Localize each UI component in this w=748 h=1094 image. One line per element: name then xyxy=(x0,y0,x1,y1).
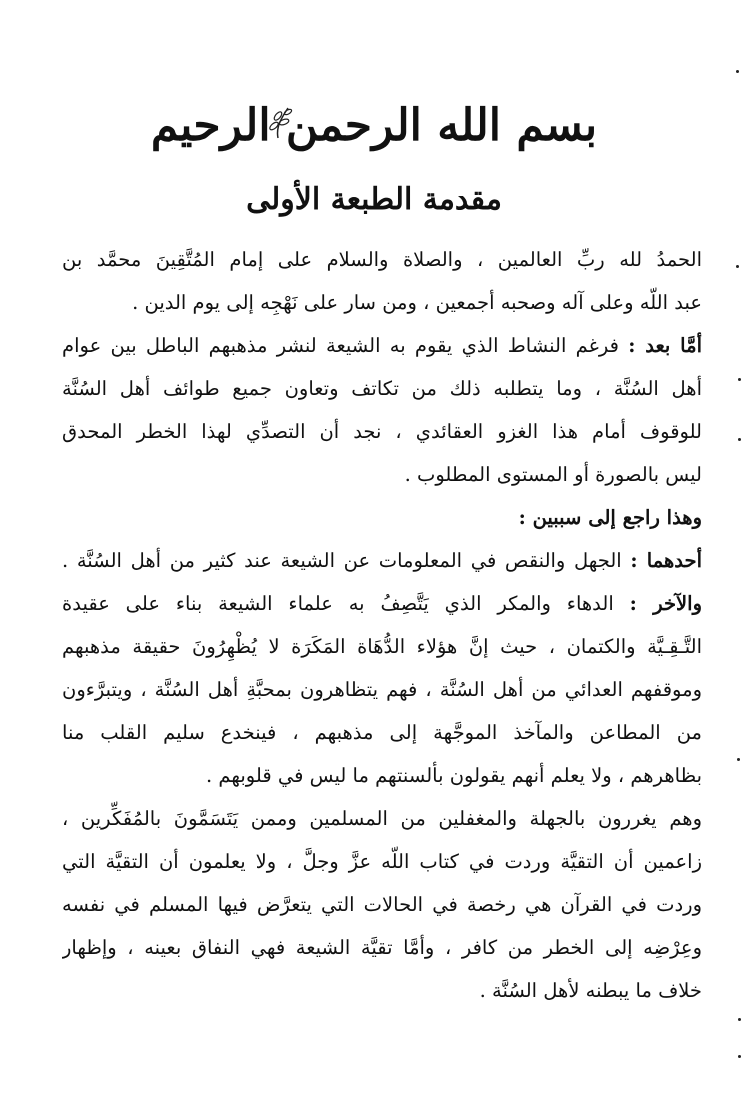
text-line xyxy=(62,582,702,625)
text-line: زاعمين أن التقيَّة وردت في كتاب اللّه عزَّ وجلَّ ، ولا يعلمون أن التقيَّة التي xyxy=(62,850,702,873)
scan-speck xyxy=(738,378,741,381)
text-line: خلاف ما يبطنه لأهل السُنَّة . xyxy=(479,979,702,1002)
line-text: فرغم النشاط الذي يقوم به الشيعة لنشر مذهبهم الباطل بين عوام xyxy=(62,334,619,357)
text-line: عبد اللّه وعلى آله وصحبه أجمعين ، ومن سار على نَهْجِه إلى يوم الدين . xyxy=(132,291,702,314)
text-line: التَّـقِـيَّة والكتمان ، حيث إنَّ هؤلاء الدُّهَاة المَكَرَة لا يُظْهِرُونَ حقيقة مذهبهم xyxy=(62,635,702,658)
text-line xyxy=(62,324,702,367)
page-body xyxy=(62,238,702,1012)
scan-speck xyxy=(738,1018,741,1021)
line-text: الجهل والنقص في المعلومات عن الشيعة عند كثير من أهل السُنَّة . xyxy=(62,549,622,572)
paragraph-lead: أحدهما : xyxy=(630,549,702,572)
text-line: أهل السُنَّة ، وما يتطلبه ذلك من تكاتف وتعاون جميع طوائف أهل السُنَّة xyxy=(62,377,702,400)
text-line: للوقوف أمام هذا الغزو العقائدي ، نجد أن التصدِّي لهذا الخطر المحدق xyxy=(62,420,702,443)
text-line: الحمدُ لله ربِّ العالمين ، والصلاة والسلام على إمام المُتَّقِينَ محمَّد بن xyxy=(62,248,702,271)
scan-speck xyxy=(737,758,740,761)
text-line xyxy=(62,496,702,539)
text-line: وهم يغررون بالجهلة والمغفلين من المسلمين وممن يَتَسَمَّونَ بالمُفَكِّرين ، xyxy=(62,807,702,830)
text-line: وعِرْضِه إلى الخطر من كافر ، وأمَّا تقيَّة الشيعة فهي النفاق بعينه ، وإظهار xyxy=(62,936,702,959)
text-line: وموقفهم العدائي من أهل السُنَّة ، فهم يتظاهرون بمحبَّةِ أهل السُنَّة ، ويتبرَّءون xyxy=(62,678,702,701)
paragraph-lead: وهذا راجع إلى سببين : xyxy=(518,506,702,529)
scan-speck xyxy=(736,265,739,268)
paragraph-lead: أمَّا بعد : xyxy=(628,334,702,357)
text-line: من المطاعن والمآخذ الموجَّهة إلى مذهبهم ، فينخدع سليم القلب منا xyxy=(62,721,702,744)
scan-speck xyxy=(738,1055,741,1058)
line-text: الدهاء والمكر الذي يَتَّصِفُ به علماء الشيعة بناء على عقيدة xyxy=(62,592,614,615)
section-title: مقدمة الطبعة الأولى xyxy=(246,182,502,217)
paragraph-lead: والآخر : xyxy=(629,592,702,615)
basmala-heading: بسم الله الرحمن الرحيم xyxy=(150,100,598,151)
text-line xyxy=(62,539,702,582)
text-line: بظاهرهم ، ولا يعلم أنهم يقولون بألسنتهم ما ليس في قلوبهم . xyxy=(206,764,702,787)
text-line: وردت في القرآن هي رخصة في الحالات التي يتعرَّض فيها المسلم في نفسه xyxy=(62,893,702,916)
scan-speck xyxy=(736,70,739,73)
text-line: ليس بالصورة أو المستوى المطلوب . xyxy=(404,463,702,486)
scan-speck xyxy=(738,438,741,441)
